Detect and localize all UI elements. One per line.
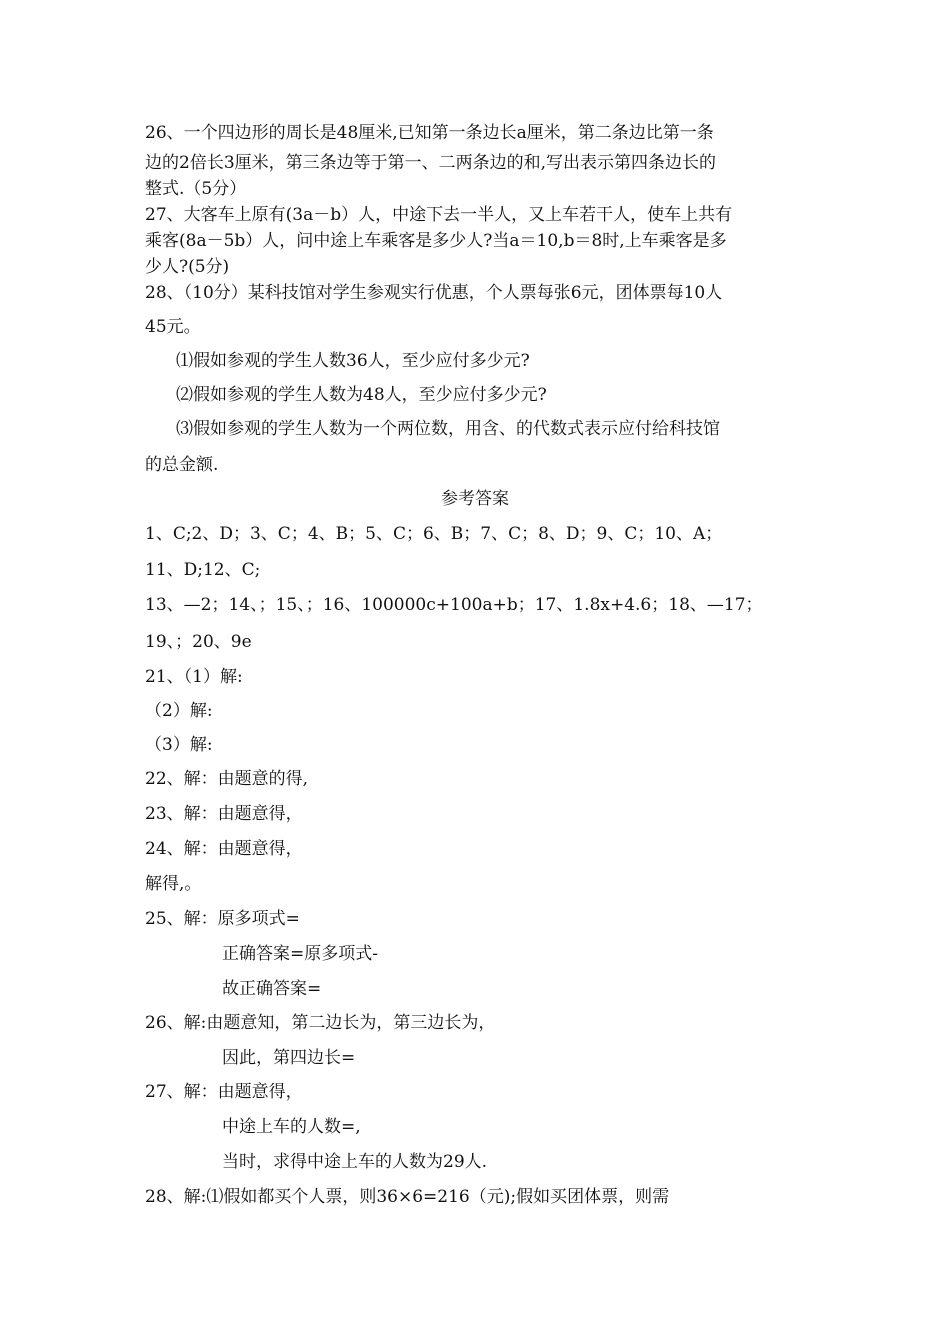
- answer-line: 25、解：原多项式=: [145, 909, 300, 929]
- q27-line-3: 少人?(5分): [145, 257, 230, 277]
- answer-line: 23、解：由题意得，: [145, 804, 303, 824]
- answer-line: 解得,。: [145, 874, 202, 894]
- answer-line: 27、解：由题意得，: [145, 1082, 303, 1102]
- q28-intro-cont: 45元。: [145, 317, 201, 337]
- answer-line: 13、—2；14、；15、；16、100000c+100a+b；17、1.8x+4.6；18、—17；: [145, 595, 763, 615]
- answer-line: 因此，第四边长=: [222, 1048, 356, 1068]
- answer-line: 当时，求得中途上车的人数为29人.: [222, 1152, 488, 1172]
- answer-line: 24、解：由题意得，: [145, 839, 303, 859]
- q26-line-1: 26、一个四边形的周长是48厘米,已知第一条边长a厘米，第二条边比第一条: [145, 123, 714, 143]
- answers-title: 参考答案: [441, 489, 509, 509]
- q28-part-3: ⑶假如参观的学生人数为一个两位数，用含、的代数式表示应付给科技馆: [176, 419, 720, 439]
- answer-line: 28、解:⑴假如都买个人票，则36×6=216（元);假如买团体票，则需: [145, 1187, 670, 1207]
- answer-line: 正确答案=原多项式-: [222, 944, 378, 964]
- answer-line: （2）解:: [145, 701, 213, 721]
- q28-part-2: ⑵假如参观的学生人数为48人，至少应付多少元?: [176, 385, 547, 405]
- q28-intro: 28、（10分）某科技馆对学生参观实行优惠，个人票每张6元，团体票每10人: [145, 283, 723, 303]
- q26-line-2: 边的2倍长3厘米，第三条边等于第一、二两条边的和,写出表示第四条边长的: [145, 153, 717, 173]
- answer-line: 故正确答案=: [222, 979, 322, 999]
- q28-part-1: ⑴假如参观的学生人数36人，至少应付多少元?: [176, 351, 530, 371]
- q27-line-1: 27、大客车上原有(3a－b）人，中途下去一半人，又上车若干人，使车上共有: [145, 205, 733, 225]
- q26-line-3: 整式.（5分）: [145, 179, 247, 199]
- answer-line: 11、D;12、C;: [145, 560, 261, 580]
- answer-line: 1、C;2、D；3、C；4、B；5、C；6、B；7、C；8、D；9、C；10、A；: [145, 524, 723, 544]
- q27-line-2: 乘客(8a－5b）人，问中途上车乘客是多少人?当a＝10,b＝8时,上车乘客是多: [145, 231, 727, 251]
- answer-line: 21、（1）解:: [145, 667, 243, 687]
- answer-line: 19、；20、9e: [145, 632, 252, 652]
- answer-line: 中途上车的人数=,: [222, 1117, 361, 1137]
- answer-line: 26、解:由题意知，第二边长为，第三边长为，: [145, 1013, 496, 1033]
- answer-line: 22、解：由题意的得,: [145, 769, 309, 789]
- q28-part-3-cont: 的总金额.: [145, 455, 219, 475]
- answer-line: （3）解:: [145, 735, 213, 755]
